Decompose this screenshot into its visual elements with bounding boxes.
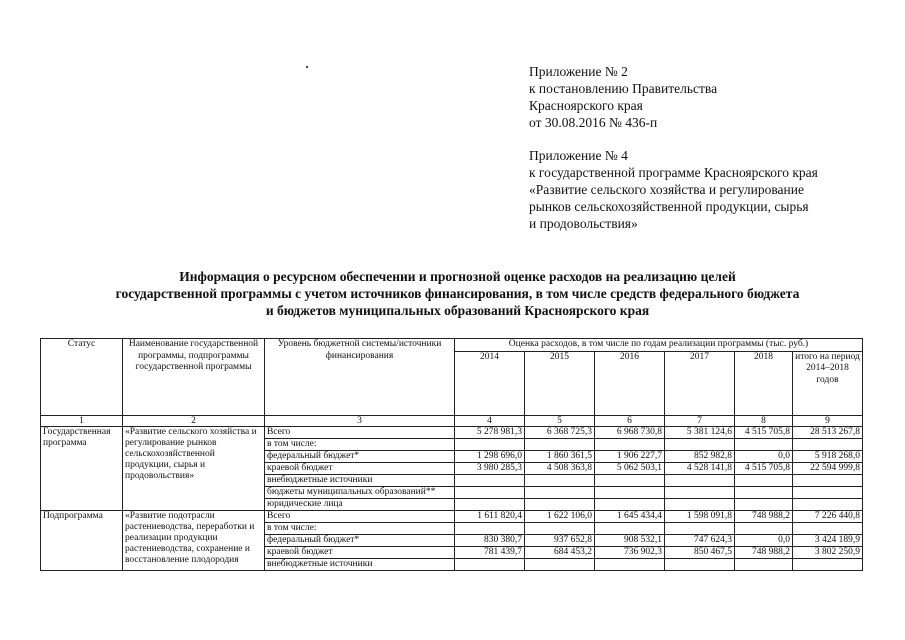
amount-cell: 748 988,2 [735,546,793,558]
header-estimate: Оценка расходов, в том числе по годам реализации программы (тыс. руб.) [455,339,863,352]
amount-cell: 3 802 250,9 [793,546,863,558]
amount-cell: 1 622 106,0 [525,510,595,522]
amount-cell: 0,0 [735,450,793,462]
appendix-4-line: «Развитие сельского хозяйства и регулирование [529,182,804,197]
amount-cell: 4 515 705,8 [735,426,793,438]
amount-cell: 937 652,8 [525,534,595,546]
appendix-2-line: Красноярского края [529,98,643,113]
amount-cell [455,558,525,570]
amount-cell [665,498,735,510]
amount-cell: 684 453,2 [525,546,595,558]
appendix-4-line: Приложение № 4 [529,148,628,163]
amount-cell: 7 226 440,8 [793,510,863,522]
column-number: 4 [455,415,525,426]
funding-source-cell: внебюджетные источники [265,558,455,570]
amount-cell: 22 594 999,8 [793,462,863,474]
funding-source-cell: внебюджетные источники [265,474,455,486]
amount-cell [595,438,665,450]
amount-cell: 852 982,8 [665,450,735,462]
amount-cell: 5 062 503,1 [595,462,665,474]
column-number: 2 [123,415,265,426]
amount-cell: 1 906 227,7 [595,450,665,462]
header-year: 2018 [735,351,793,415]
funding-source-cell: Всего [265,426,455,438]
amount-cell [525,438,595,450]
amount-cell: 6 968 730,8 [595,426,665,438]
amount-cell [595,474,665,486]
amount-cell: 28 513 267,8 [793,426,863,438]
title-line: и бюджетов муниципальных образований Красноярского края [265,303,650,318]
row-program-name-cell: «Развитие сельского хозяйства и регулирование рынков сельскохозяйственной продукции, сырья и продовольствия» [123,426,265,510]
amount-cell [793,486,863,498]
column-number: 1 [41,415,123,426]
amount-cell: 5 381 124,6 [665,426,735,438]
amount-cell [735,558,793,570]
amount-cell [793,522,863,534]
title-line: государственной программы с учетом источников финансирования, в том числе средств федерального бюджета [115,286,800,301]
funding-source-cell: краевой бюджет [265,546,455,558]
row-status-cell: Подпрограмма [41,510,123,570]
table-row [41,510,863,522]
funding-source-cell: Всего [265,510,455,522]
amount-cell [735,438,793,450]
header-year: 2015 [525,351,595,415]
amount-cell [595,498,665,510]
amount-cell [455,438,525,450]
amount-cell [595,522,665,534]
column-number: 8 [735,415,793,426]
amount-cell [455,486,525,498]
amount-cell: 4 508 363,8 [525,462,595,474]
amount-cell [735,474,793,486]
amount-cell [455,522,525,534]
amount-cell: 850 467,5 [665,546,735,558]
amount-cell [665,486,735,498]
expenditure-table [40,338,863,571]
amount-cell: 1 598 091,8 [665,510,735,522]
header-year: 2016 [595,351,665,415]
funding-source-cell: в том числе: [265,438,455,450]
amount-cell: 3 424 189,9 [793,534,863,546]
amount-cell: 1 611 820,4 [455,510,525,522]
amount-cell: 0,0 [735,534,793,546]
amount-cell: 3 980 285,3 [455,462,525,474]
amount-cell: 1 645 434,4 [595,510,665,522]
amount-cell [455,474,525,486]
column-number: 9 [793,415,863,426]
amount-cell [455,498,525,510]
amount-cell: 747 624,3 [665,534,735,546]
row-program-name-cell: «Развитие подотрасли растениеводства, переработки и реализации продукции растениеводства, сохранение и восстановление плодородия [123,510,265,570]
amount-cell: 1 298 696,0 [455,450,525,462]
amount-cell: 6 368 725,3 [525,426,595,438]
amount-cell: 1 860 361,5 [525,450,595,462]
appendix-2-line: к постановлению Правительства [529,81,718,96]
amount-cell [793,474,863,486]
funding-source-cell: в том числе: [265,522,455,534]
funding-source-cell: федеральный бюджет* [265,534,455,546]
header-level: Уровень бюджетной системы/источники финансирования [265,339,455,416]
document-title [40,268,875,319]
title-line: Информация о ресурсном обеспечении и прогнозной оценке расходов на реализацию целей [179,269,736,284]
funding-source-cell: юридические лица [265,498,455,510]
amount-cell [525,486,595,498]
amount-cell [665,558,735,570]
scan-speck [306,66,308,68]
amount-cell: 5 278 981,3 [455,426,525,438]
column-number: 6 [595,415,665,426]
column-number: 3 [265,415,455,426]
column-number: 5 [525,415,595,426]
appendix-2-line: Приложение № 2 [529,64,628,79]
appendix-4-line: рынков сельскохозяйственной продукции, сырья [529,199,809,214]
amount-cell [665,474,735,486]
appendix-4-line: и продовольствия» [529,216,638,231]
table-row [41,426,863,438]
funding-source-cell: краевой бюджет [265,462,455,474]
amount-cell [525,474,595,486]
amount-cell [595,558,665,570]
amount-cell [735,522,793,534]
amount-cell: 736 902,3 [595,546,665,558]
header-status: Статус [41,339,123,416]
column-number: 7 [665,415,735,426]
amount-cell: 830 380,7 [455,534,525,546]
appendix-4-heading [529,147,818,232]
amount-cell: 4 528 141,8 [665,462,735,474]
amount-cell [793,498,863,510]
amount-cell: 748 988,2 [735,510,793,522]
appendix-2-line: от 30.08.2016 № 436-п [529,115,658,130]
amount-cell: 5 918 268,0 [793,450,863,462]
amount-cell [525,558,595,570]
amount-cell [735,486,793,498]
amount-cell [665,522,735,534]
amount-cell [595,486,665,498]
amount-cell [665,438,735,450]
header-year: 2017 [665,351,735,415]
appendix-2-heading [529,63,717,131]
amount-cell: 4 515 705,8 [735,462,793,474]
amount-cell [793,558,863,570]
amount-cell [735,498,793,510]
amount-cell [793,438,863,450]
header-name: Наименование государственной программы, подпрограммы государственной программы [123,339,265,416]
amount-cell: 781 439,7 [455,546,525,558]
header-total-period: итого на период 2014–2018 годов [793,351,863,415]
appendix-4-line: к государственной программе Красноярского края [529,165,818,180]
row-status-cell: Государственная программа [41,426,123,510]
amount-cell [525,522,595,534]
funding-source-cell: бюджеты муниципальных образований** [265,486,455,498]
amount-cell [525,498,595,510]
amount-cell: 908 532,1 [595,534,665,546]
funding-source-cell: федеральный бюджет* [265,450,455,462]
header-year: 2014 [455,351,525,415]
